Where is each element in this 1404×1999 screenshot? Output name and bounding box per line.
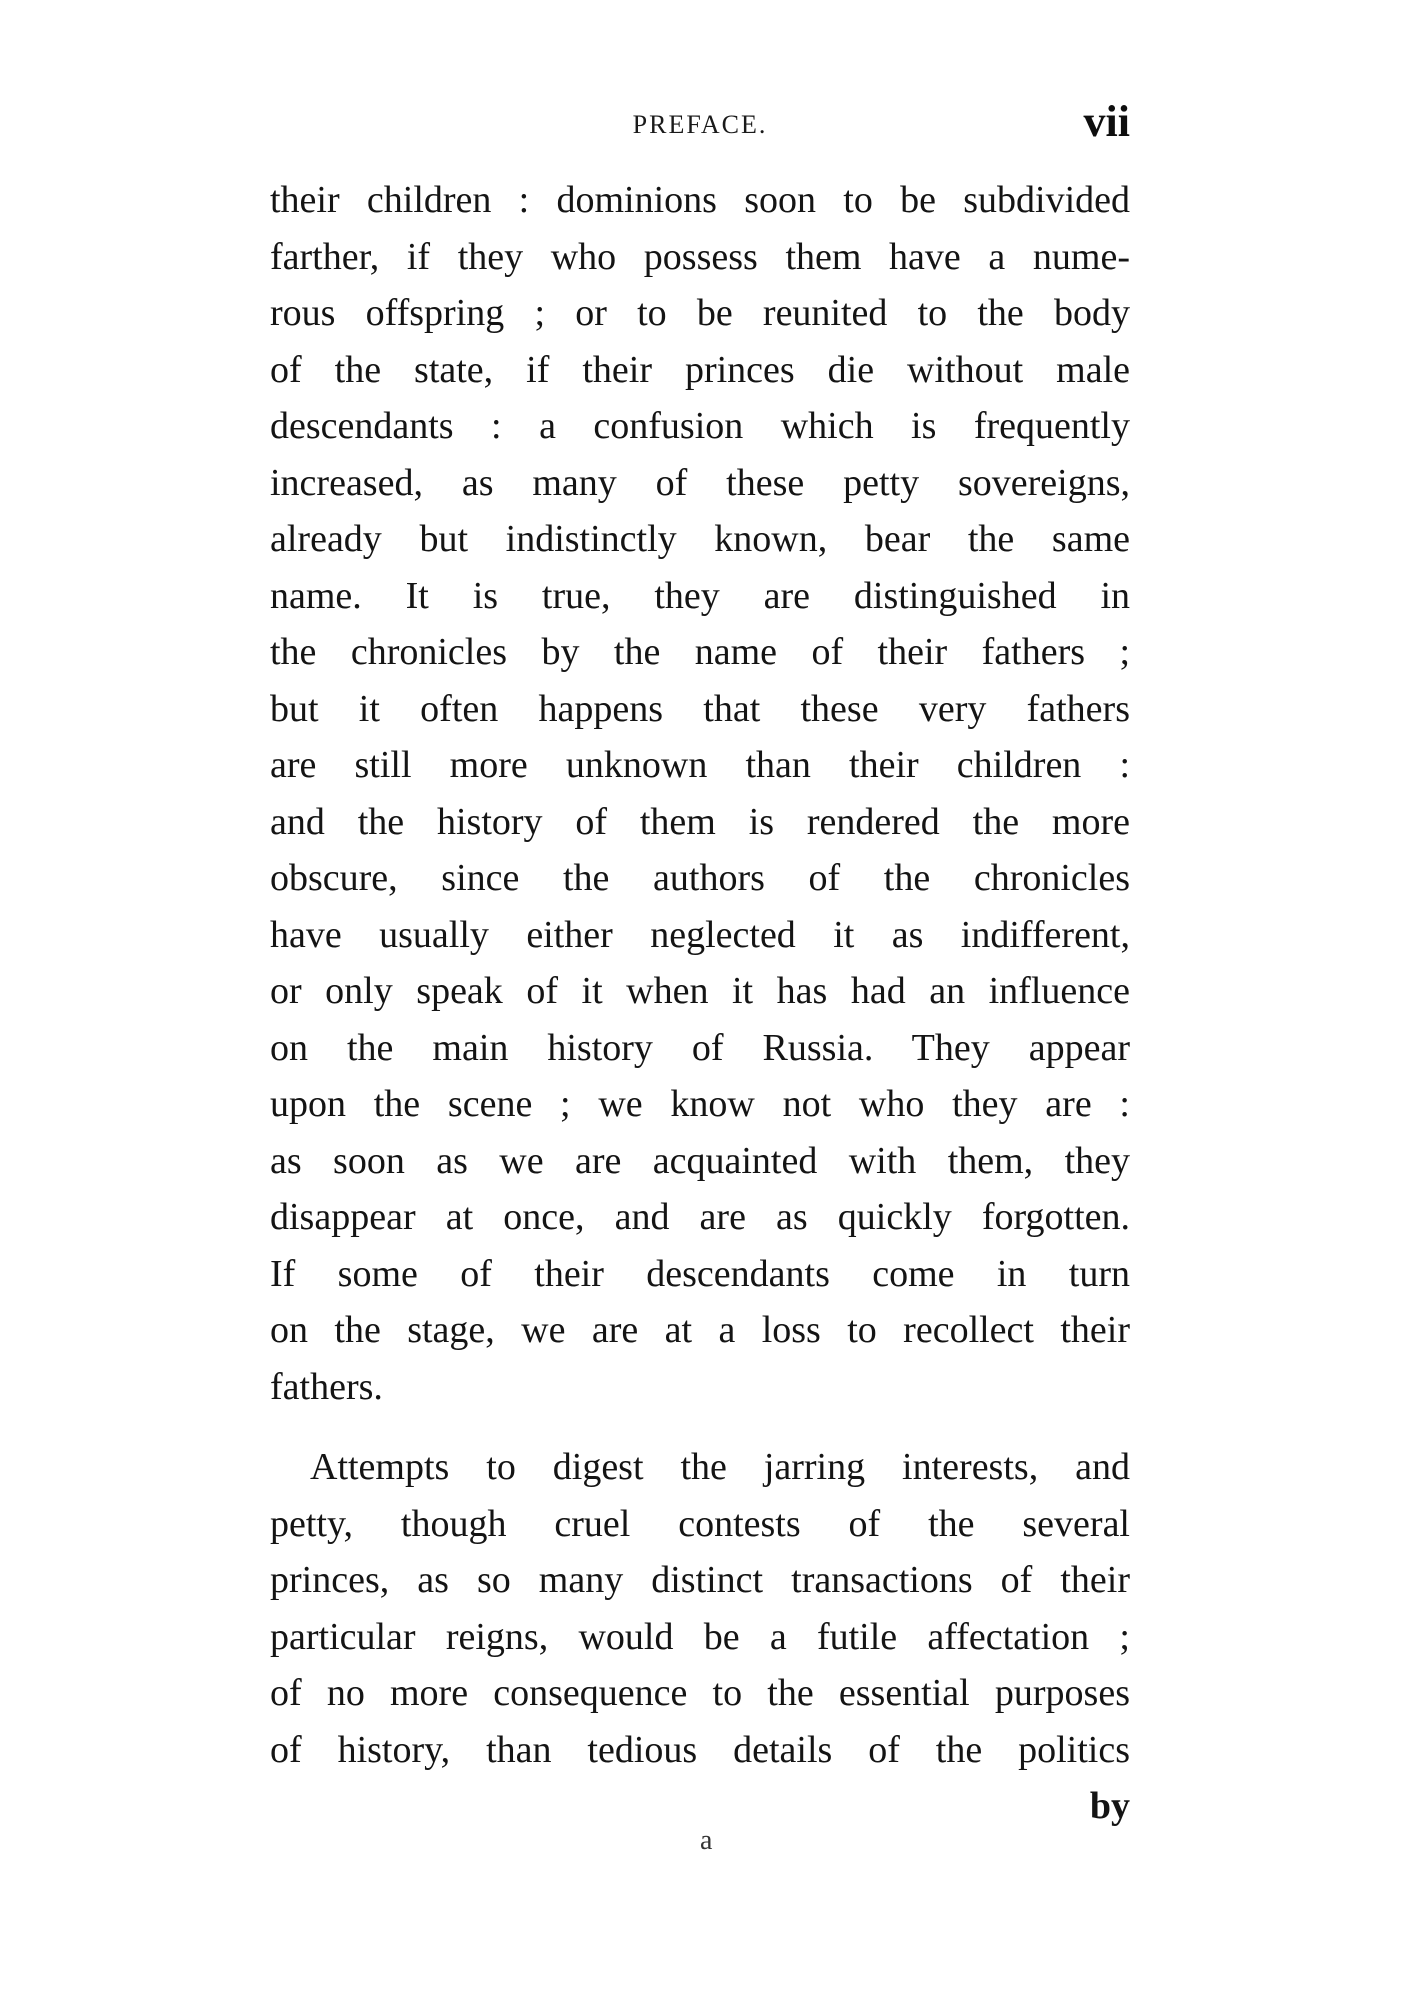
text-line: Attempts to digest the jarring interests, and	[310, 1446, 1130, 1488]
text-line: or only speak of it when it has had an influence	[270, 970, 1130, 1012]
body-text	[270, 172, 1130, 1835]
text-line: descendants : a confusion which is frequently	[270, 405, 1130, 447]
text-line: obscure, since the authors of the chronicles	[270, 857, 1130, 899]
text-line: their children : dominions soon to be subdivided	[270, 179, 1130, 221]
text-line: have usually either neglected it as indifferent,	[270, 913, 1130, 956]
text-line: upon the scene ; we know not who they are :	[270, 1083, 1130, 1125]
text-line: disappear at once, and are as quickly forgotten.	[270, 1196, 1130, 1238]
text-line: and the history of them is rendered the more	[270, 800, 1130, 843]
paragraph-2	[270, 1439, 1130, 1778]
text-line: rous offspring ; or to be reunited to the body	[270, 292, 1130, 334]
text-line: the chronicles by the name of their fathers ;	[270, 631, 1130, 673]
signature-mark: a	[700, 1825, 713, 1856]
text-line: on the main history of Russia. They appear	[270, 1026, 1130, 1069]
running-title: PREFACE.	[632, 110, 768, 139]
text-line: If some of their descendants come in turn	[270, 1252, 1130, 1295]
paragraph-1	[270, 172, 1130, 1415]
text-line: particular reigns, would be a futile affectation ;	[270, 1615, 1130, 1658]
text-line: as soon as we are acquainted with them, they	[270, 1139, 1130, 1182]
text-line: of the state, if their princes die without male	[270, 348, 1130, 391]
page-number: vii	[1083, 97, 1130, 146]
text-line: name. It is true, they are distinguished in	[270, 574, 1130, 617]
text-line: princes, as so many distinct transactions of their	[270, 1559, 1130, 1601]
text-line: on the stage, we are at a loss to recollect their	[270, 1309, 1130, 1351]
text-line: increased, as many of these petty sovereigns,	[270, 461, 1130, 504]
text-line: of history, than tedious details of the politics	[270, 1728, 1130, 1771]
running-head	[270, 96, 1130, 156]
text-line: already but indistinctly known, bear the same	[270, 518, 1130, 560]
text-line: fathers.	[270, 1365, 383, 1408]
text-line: of no more consequence to the essential purposes	[270, 1672, 1130, 1714]
text-line: petty, though cruel contests of the several	[270, 1502, 1130, 1545]
text-line: farther, if they who possess them have a nume-	[270, 235, 1130, 278]
text-line: are still more unknown than their children :	[270, 744, 1130, 786]
catchword: by	[1089, 1785, 1130, 1827]
paragraph-gap	[270, 1415, 1130, 1439]
text-line: but it often happens that these very fathers	[270, 687, 1130, 730]
